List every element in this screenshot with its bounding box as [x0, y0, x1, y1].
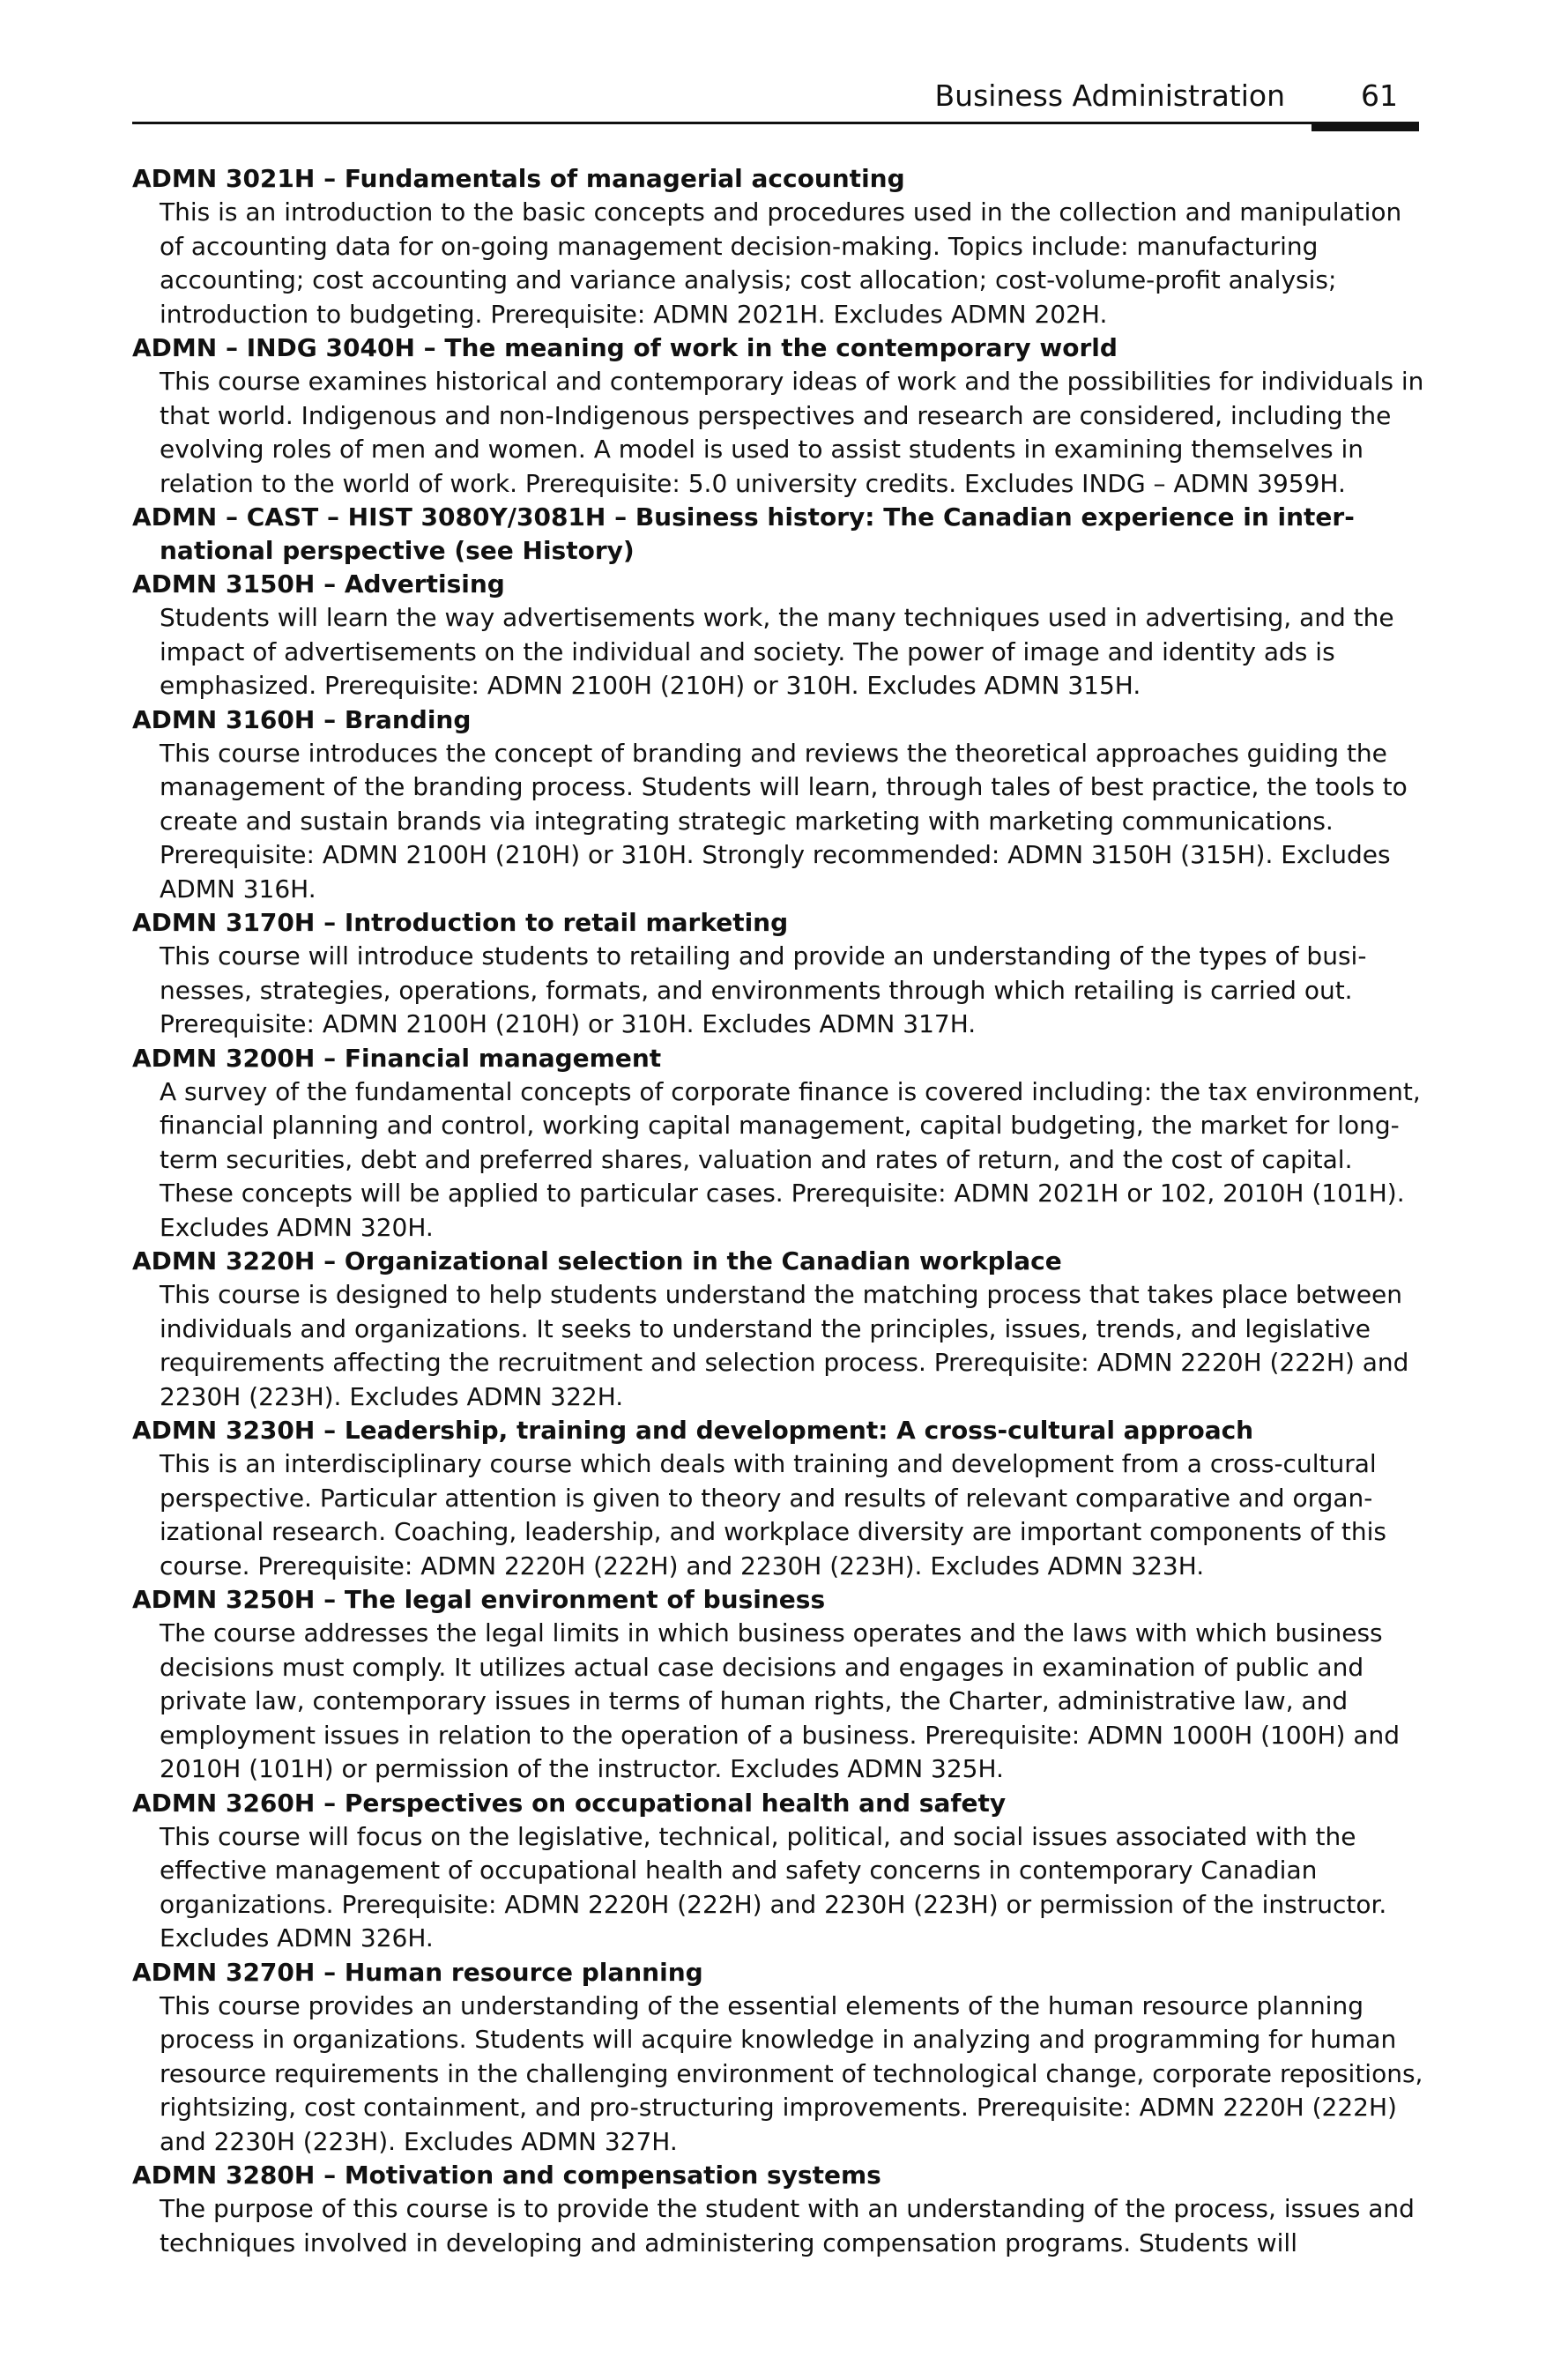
- course-title: ADMN – INDG 3040H – The meaning of work in the contemporary world: [132, 333, 1118, 362]
- course-title: ADMN 3250H – The legal environment of business: [132, 1585, 826, 1614]
- course-title: ADMN 3260H – Perspectives on occupational health and safety: [132, 1788, 1007, 1818]
- course-list: [132, 162, 1428, 2260]
- course-description: A survey of the fundamental concepts of corporate finance is covered including: the tax environment, financial planning and control, working capital management, capital budgeting, the market for long-term securities, debt and preferred shares, valuation and rates of return, and the cost of capital. These concepts will be applied to particular cases. Prerequisite: ADMN 2021H or 102, 2010H (101H). Excludes ADMN 320H.: [160, 1076, 1421, 1242]
- course-description: This course will focus on the legislative, technical, political, and social issues associated with the effective management of occupational health and safety concerns in contemporary Canadian organizations. Prerequisite: ADMN 2220H (222H) and 2230H (223H) or permission of the instructor. Excludes ADMN 326H.: [160, 1821, 1387, 1952]
- course-entry: [132, 1042, 1428, 1246]
- course-entry: [132, 2159, 1428, 2260]
- course-title: ADMN 3200H – Financial management: [132, 1043, 662, 1073]
- course-title: ADMN 3160H – Branding: [132, 704, 472, 734]
- course-entry: [132, 1414, 1428, 1583]
- course-title: ADMN 3280H – Motivation and compensation systems: [132, 2161, 881, 2190]
- header-tab-bar: [1312, 123, 1419, 131]
- course-title: ADMN 3220H – Organizational selection in the Canadian workplace: [132, 1246, 1062, 1276]
- course-entry: [132, 568, 1428, 703]
- course-entry: [132, 1787, 1428, 1956]
- course-title: ADMN 3270H – Human resource planning: [132, 1957, 703, 1987]
- course-entry: [132, 331, 1428, 501]
- course-entry: [132, 1583, 1428, 1787]
- page-number: 61: [1361, 78, 1398, 113]
- course-description: The course addresses the legal limits in which business operates and the laws with which business decisions must comply. It utilizes actual case decisions and engages in examination of public and private law, contemporary issues in terms of human rights, the Charter, administrative law, and employment issues in relation to the operation of a business. Prerequisite: ADMN 1000H (100H) and 2010H (101H) or permission of the instructor. Excludes ADMN 325H.: [160, 1618, 1400, 1783]
- course-description: This course examines historical and contemporary ideas of work and the possibilities for individuals in that world. Indigenous and non-Indigenous perspectives and research are considered, including the evolving roles of men and women. A model is used to assist students in examining themselves in relation to the world of work. Prerequisite: 5.0 university credits. Excludes INDG – ADMN 3959H.: [160, 367, 1424, 498]
- course-description: This course provides an understanding of the essential elements of the human resource planning process in organizations. Students will acquire knowledge in analyzing and programming for human resource requirements in the challenging environment of technological change, corporate repositions, rightsizing, cost containment, and pro-structuring improvements. Prerequisite: ADMN 2220H (222H) and 2230H (223H). Excludes ADMN 327H.: [160, 1990, 1423, 2156]
- course-entry: [132, 1956, 1428, 2160]
- course-description: This course is designed to help students understand the matching process that takes place between individuals and organizations. It seeks to understand the principles, issues, trends, and legislative requirements affecting the recruitment and selection process. Prerequisite: ADMN 2220H (222H) and 2230H (223H). Excludes ADMN 322H.: [160, 1280, 1409, 1411]
- course-description: This course will introduce students to retailing and provide an understanding of the types of businesses, strategies, operations, formats, and environments through which retailing is carried out. Prerequisite: ADMN 2100H (210H) or 310H. Excludes ADMN 317H.: [160, 941, 1367, 1038]
- course-entry: [132, 162, 1428, 331]
- course-description: Students will learn the way advertisements work, the many techniques used in advertising, and the impact of advertisements on the individual and society. The power of image and identity ads is emphasized. Prerequisite: ADMN 2100H (210H) or 310H. Excludes ADMN 315H.: [160, 603, 1394, 700]
- course-title: ADMN 3230H – Leadership, training and development: A cross-cultural approach: [132, 1416, 1254, 1445]
- course-entry: [132, 501, 1428, 568]
- header-rule: [132, 122, 1419, 124]
- section-title: Business Administration: [934, 78, 1285, 113]
- course-title: ADMN 3150H – Advertising: [132, 569, 505, 599]
- course-description: This is an introduction to the basic concepts and procedures used in the collection and manipulation of accounting data for on-going management decision-making. Topics include: manufacturing accounting; cost accounting and variance analysis; cost allocation; cost-volume-profit analysis; introduction to budgeting. Prerequisite: ADMN 2021H. Excludes ADMN 202H.: [160, 197, 1402, 329]
- course-description: The purpose of this course is to provide the student with an understanding of the process, issues and techniques involved in developing and administering compensation programs. Students will: [160, 2194, 1415, 2257]
- course-title: ADMN 3170H – Introduction to retail marketing: [132, 908, 789, 937]
- course-title: ADMN 3021H – Fundamentals of managerial accounting: [132, 164, 905, 193]
- page-header: [132, 72, 1419, 134]
- course-entry: [132, 1245, 1428, 1414]
- course-entry: [132, 906, 1428, 1042]
- course-description: This course introduces the concept of branding and reviews the theoretical approaches guiding the management of the branding process. Students will learn, through tales of best practice, the tools to create and sustain brands via integrating strategic marketing with marketing communications. Prerequisite: ADMN 2100H (210H) or 310H. Strongly recommended: ADMN 3150H (315H). Excludes ADMN 316H.: [160, 738, 1408, 904]
- course-title: ADMN – CAST – HIST 3080Y/3081H – Business history: The Canadian experience in international perspective (see History): [132, 502, 1355, 565]
- course-description: This is an interdisciplinary course which deals with training and development from a cross-cultural perspective. Particular attention is given to theory and results of relevant comparative and organizational research. Coaching, leadership, and workplace diversity are important components of this course. Prerequisite: ADMN 2220H (222H) and 2230H (223H). Excludes ADMN 323H.: [160, 1449, 1387, 1580]
- course-entry: [132, 703, 1428, 907]
